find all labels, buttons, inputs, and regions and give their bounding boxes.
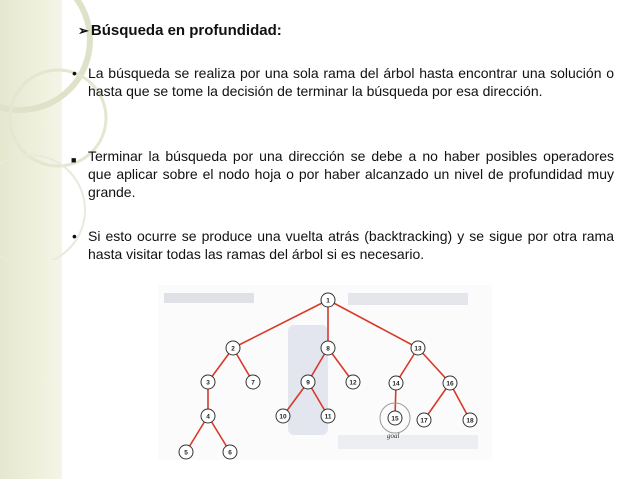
tree-node-label: 2 [231,345,235,353]
tree-node-label: 6 [228,449,232,457]
tree-node-12 [346,375,360,389]
tree-node-label: 5 [184,449,188,457]
tree-node-8 [321,341,335,355]
bullet-dot-icon: • [72,228,77,244]
tree-node-label: 7 [251,379,255,387]
tree-node-label: 11 [324,413,332,421]
tree-node-11 [321,409,335,423]
tree-node-label: 8 [326,345,330,353]
bullet-1-text: La búsqueda se realiza por una sola rama del árbol hasta encontrar una solución o hasta que se tome la decisión de terminar la búsqueda por esa dirección. [88,65,614,99]
tree-node-15 [388,411,402,425]
watermark-footer [338,435,478,449]
tree-node-18 [463,413,477,427]
watermark-banner-left [164,293,254,303]
tree-node-14 [389,376,403,390]
goal-label: goal [387,432,400,440]
tree-node-label: 13 [414,345,422,353]
title-arrow-icon: ➢ [78,23,89,38]
tree-node-label: 4 [206,413,210,421]
search-tree-svg [158,285,492,460]
search-tree-figure [158,285,492,460]
tree-node-label: 3 [206,379,210,387]
tree-node-label: 17 [420,417,428,425]
tree-node-10 [276,409,290,423]
tree-node-label: 1 [326,297,330,305]
tree-node-3 [201,375,215,389]
ring-top [0,0,90,110]
watermark-banner-right [348,293,468,305]
slide-title [78,22,282,39]
tree-node-label: 12 [349,379,357,387]
tree-node-label: 16 [446,380,454,388]
bullet-square-icon: ■ [71,155,77,165]
tree-node-label: 14 [392,380,400,388]
tree-node-16 [443,376,457,390]
bullet-2-text: Terminar la búsqueda por una dirección se debe a no haber posibles operadores que aplicar sobre el nodo hoja o por haber alcanzado un nivel de profundidad muy grande. [88,148,614,200]
tree-node-label: 15 [391,415,399,423]
tree-node-7 [246,375,260,389]
tree-node-4 [201,409,215,423]
tree-node-9 [301,375,315,389]
tree-node-6 [223,445,237,459]
tree-node-label: 18 [466,417,474,425]
slide-title-text: Búsqueda en profundidad: [90,22,282,39]
tree-node-13 [411,341,425,355]
bullet-1 [72,64,614,100]
tree-node-label: 9 [306,379,310,387]
decorative-rings [0,0,120,260]
bullet-2 [71,147,614,201]
bullet-dot-icon: • [72,65,77,81]
tree-node-17 [417,413,431,427]
tree-node-5 [179,445,193,459]
bullet-3 [72,227,614,263]
bullet-3-text: Si esto ocurre se produce una vuelta atrás (backtracking) y se sigue por otra rama hasta visitar todas las ramas del árbol si es necesario. [88,228,614,262]
tree-node-2 [226,341,240,355]
tree-node-1 [321,293,335,307]
tree-node-label: 10 [279,413,287,421]
